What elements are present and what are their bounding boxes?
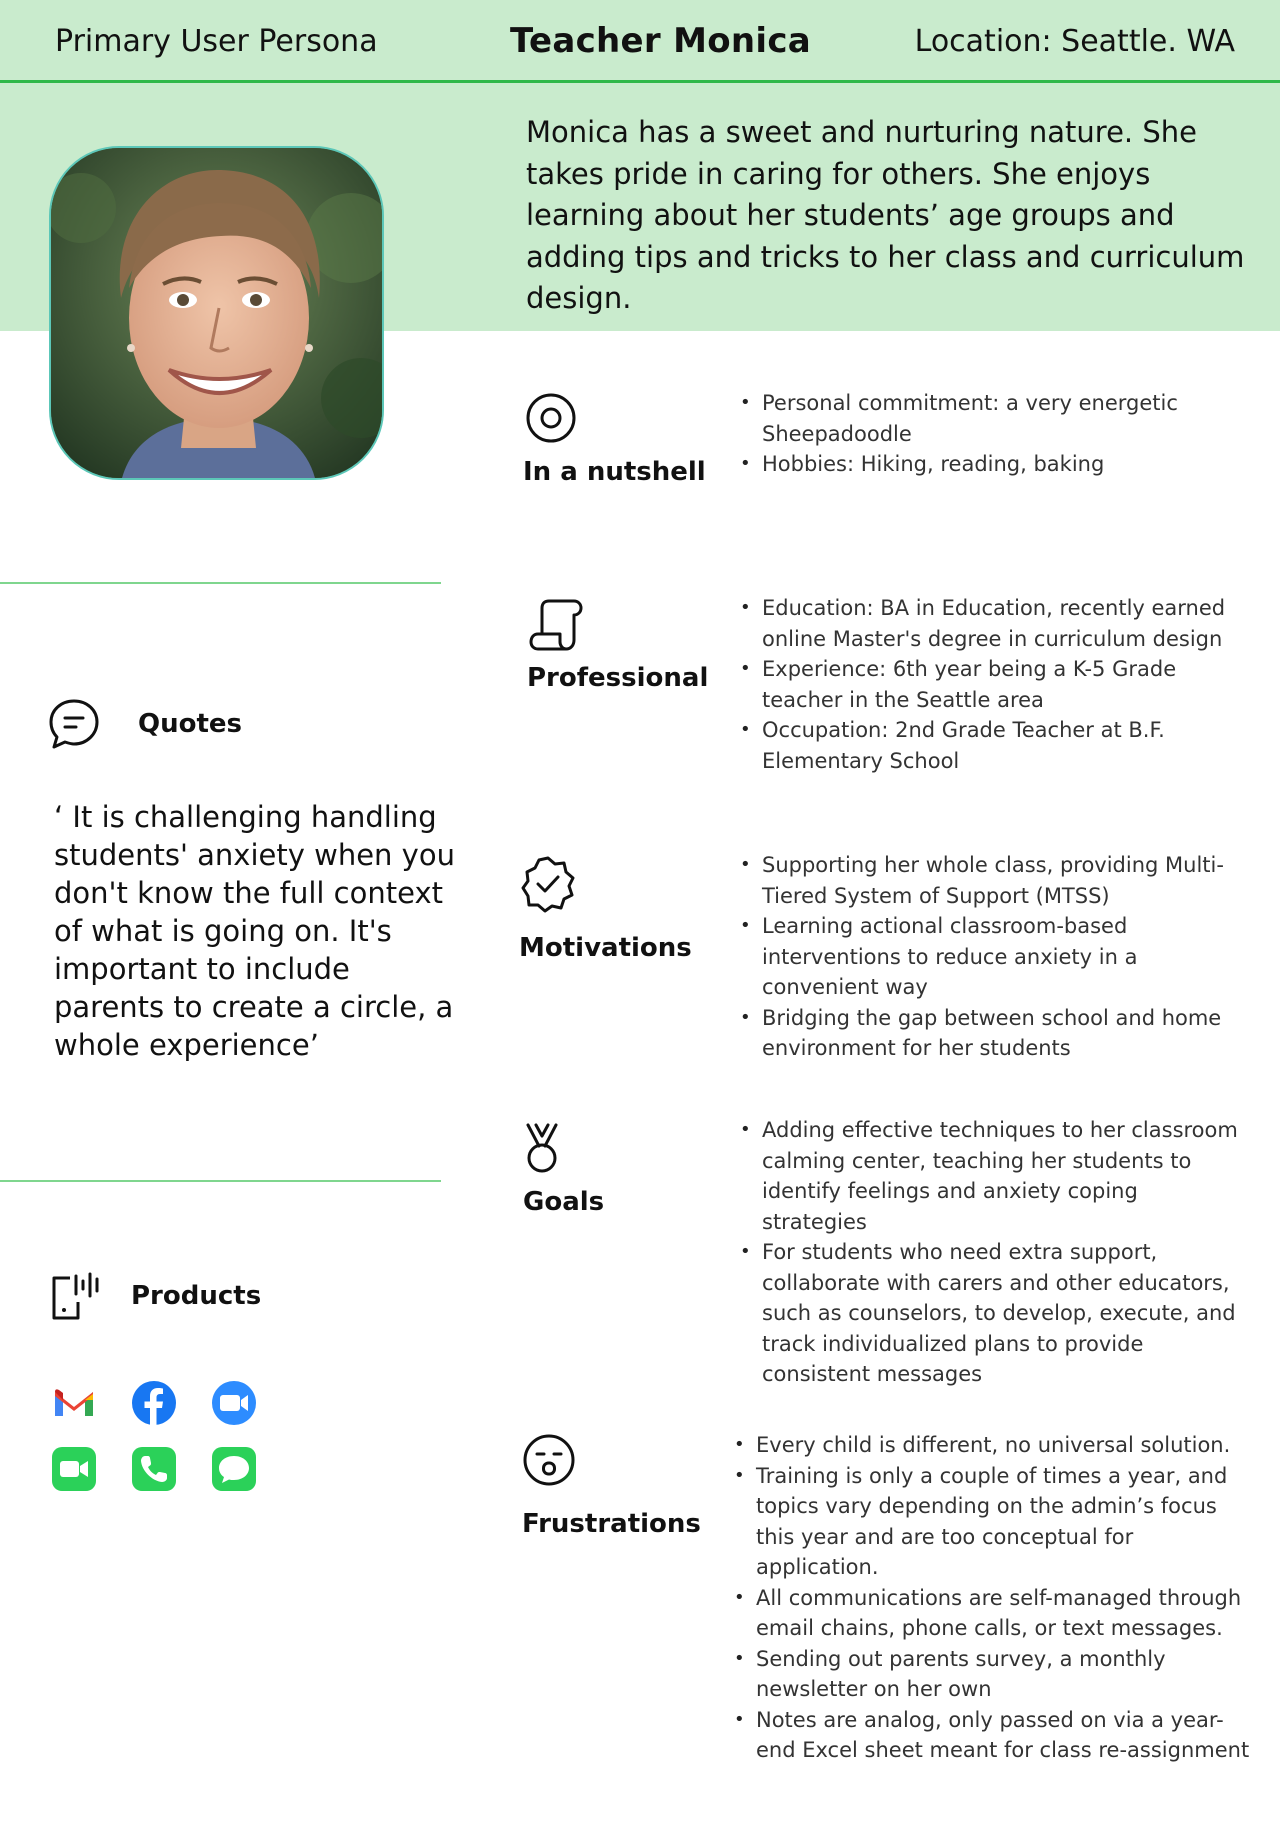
verified-badge-icon xyxy=(520,855,576,913)
products-heading: Products xyxy=(131,1281,262,1311)
list-item: • For students who need extra support, collaborate with carers and other educators, such as counselors, to develop, execute, and track individualized plans to provide consistent messages xyxy=(738,1237,1248,1390)
persona-name-title: Teacher Monica xyxy=(510,21,812,61)
list-item: • Training is only a couple of times a year, and topics vary depending on the admin’s focus this year and are too conceptual for application. xyxy=(732,1461,1252,1583)
target-icon xyxy=(525,392,577,444)
left-divider-bottom xyxy=(0,1180,441,1182)
persona-quote: ‘ It is challenging handling students' anxiety when you don't know the full context of what is going on. It's important to include parents to create a circle, a whole experience’ xyxy=(54,800,455,1062)
zoom-icon xyxy=(211,1380,257,1426)
list-item: • Education: BA in Education, recently earned online Master's degree in curriculum design xyxy=(738,593,1248,654)
frustrations-list xyxy=(732,1430,1252,1766)
speech-bubble-icon xyxy=(48,698,100,750)
list-item: • Occupation: 2nd Grade Teacher at B.F. Elementary School xyxy=(738,715,1248,776)
phone-icon xyxy=(131,1446,177,1492)
list-item: • Learning actional classroom-based interventions to reduce anxiety in a convenient way xyxy=(738,911,1248,1003)
facebook-icon xyxy=(131,1380,177,1426)
list-item: • Experience: 6th year being a K-5 Grade teacher in the Seattle area xyxy=(738,654,1248,715)
gmail-icon xyxy=(51,1380,97,1426)
certificate-icon xyxy=(528,598,586,652)
messages-icon xyxy=(211,1446,257,1492)
professional-title: Professional xyxy=(527,663,709,693)
persona-bio: Monica has a sweet and nurturing nature. She takes pride in caring for others. She enjoys learning about her students’ age groups and adding tips and tricks to her class and curriculum design. xyxy=(526,115,1245,315)
goals-title: Goals xyxy=(523,1187,605,1217)
list-item: • Every child is different, no universal solution. xyxy=(732,1430,1252,1461)
location-label: Location: Seattle. WA xyxy=(914,24,1235,59)
list-item: • Notes are analog, only passed on via a year-end Excel sheet meant for class re-assignment xyxy=(732,1705,1252,1766)
facetime-icon xyxy=(51,1446,97,1492)
list-item: • Adding effective techniques to her classroom calming center, teaching her students to identify feelings and anxiety coping strategies xyxy=(738,1115,1248,1237)
persona-type-label: Primary User Persona xyxy=(55,24,378,59)
motivations-title: Motivations xyxy=(519,933,692,963)
list-item: • Supporting her whole class, providing Multi-Tiered System of Support (MTSS) xyxy=(738,850,1248,911)
professional-list xyxy=(738,593,1248,776)
list-item: • Hobbies: Hiking, reading, baking xyxy=(738,449,1248,480)
persona-photo xyxy=(49,146,384,480)
goals-list xyxy=(738,1115,1248,1390)
list-item: • Personal commitment: a very energetic Sheepadoodle xyxy=(738,388,1248,449)
devices-icon xyxy=(50,1272,104,1320)
list-item: • Bridging the gap between school and home environment for her students xyxy=(738,1003,1248,1064)
list-item: • All communications are self-managed through email chains, phone calls, or text messages. xyxy=(732,1583,1252,1644)
motivations-list xyxy=(738,850,1248,1064)
header-divider xyxy=(0,80,1280,83)
frustrated-face-icon xyxy=(522,1433,576,1487)
medal-icon xyxy=(522,1122,562,1174)
frustrations-title: Frustrations xyxy=(522,1509,701,1539)
quotes-heading: Quotes xyxy=(138,709,243,739)
left-divider-top xyxy=(0,582,441,584)
nutshell-title: In a nutshell xyxy=(523,457,706,487)
list-item: • Sending out parents survey, a monthly newsletter on her own xyxy=(732,1644,1252,1705)
nutshell-list xyxy=(738,388,1248,480)
